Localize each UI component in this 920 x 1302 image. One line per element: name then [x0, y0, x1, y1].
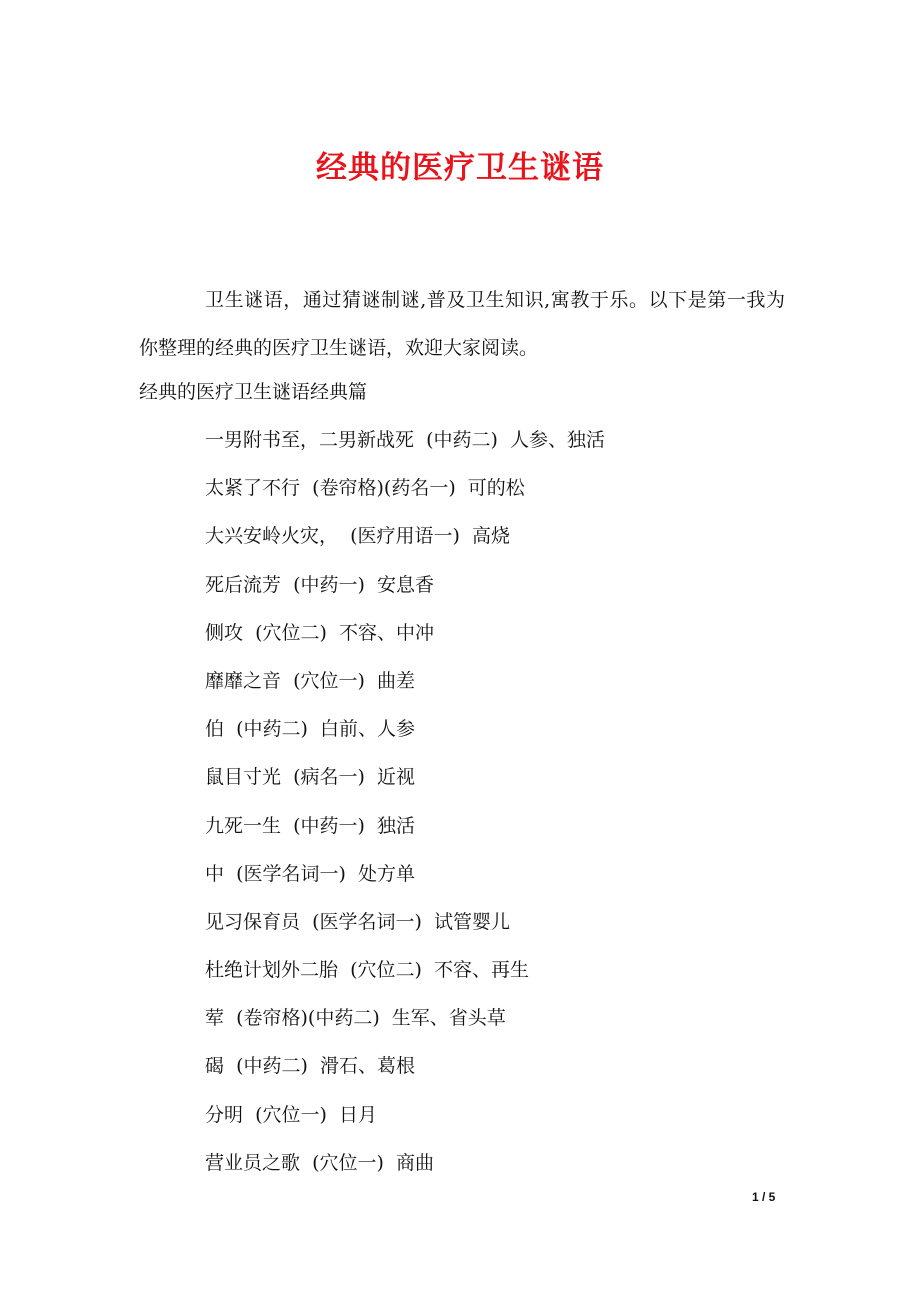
section-heading: 经典的医疗卫生谜语经典篇 — [139, 381, 368, 403]
riddle-item: 分明 (穴位一) 日月 — [205, 1103, 377, 1126]
riddle-item: 大兴安岭火灾， (医疗用语一) 高烧 — [205, 525, 510, 548]
riddle-item: 靡靡之音 (穴位一) 曲差 — [205, 669, 415, 692]
riddle-item: 荤 (卷帘格)(中药二) 生军、省头草 — [205, 1007, 506, 1030]
riddle-item: 中 (医学名词一) 处方单 — [205, 862, 415, 885]
riddle-item: 侧攻 (穴位二) 不容、中冲 — [205, 621, 434, 644]
riddle-item: 营业员之歌 (穴位一) 商曲 — [205, 1151, 434, 1174]
intro-paragraph: 卫生谜语，通过猜谜制谜,普及卫生知识,寓教于乐。以下是第一我为你整理的经典的医疗卫生谜语，欢迎大家阅读。 — [139, 289, 785, 359]
riddle-item: 一男附书至，二男新战死 (中药二) 人参、独活 — [205, 429, 605, 451]
riddle-item: 碣 (中药二) 滑石、葛根 — [205, 1055, 415, 1078]
riddle-list — [205, 416, 605, 1187]
riddle-item: 鼠目寸光 (病名一) 近视 — [205, 766, 415, 789]
riddle-item: 杜绝计划外二胎 (穴位二) 不容、再生 — [205, 959, 529, 982]
riddle-item: 九死一生 (中药一) 独活 — [205, 814, 415, 837]
riddle-item: 太紧了不行 (卷帘格)(药名一) 可的松 — [205, 477, 525, 500]
riddle-item: 伯 (中药二) 白前、人参 — [205, 718, 415, 741]
document-title: 经典的医疗卫生谜语 — [316, 150, 604, 186]
riddle-item: 见习保育员 (医学名词一) 试管婴儿 — [205, 910, 510, 933]
riddle-item: 死后流芳 (中药一) 安息香 — [205, 573, 434, 596]
page-number: 1 / 5 — [752, 1190, 776, 1204]
